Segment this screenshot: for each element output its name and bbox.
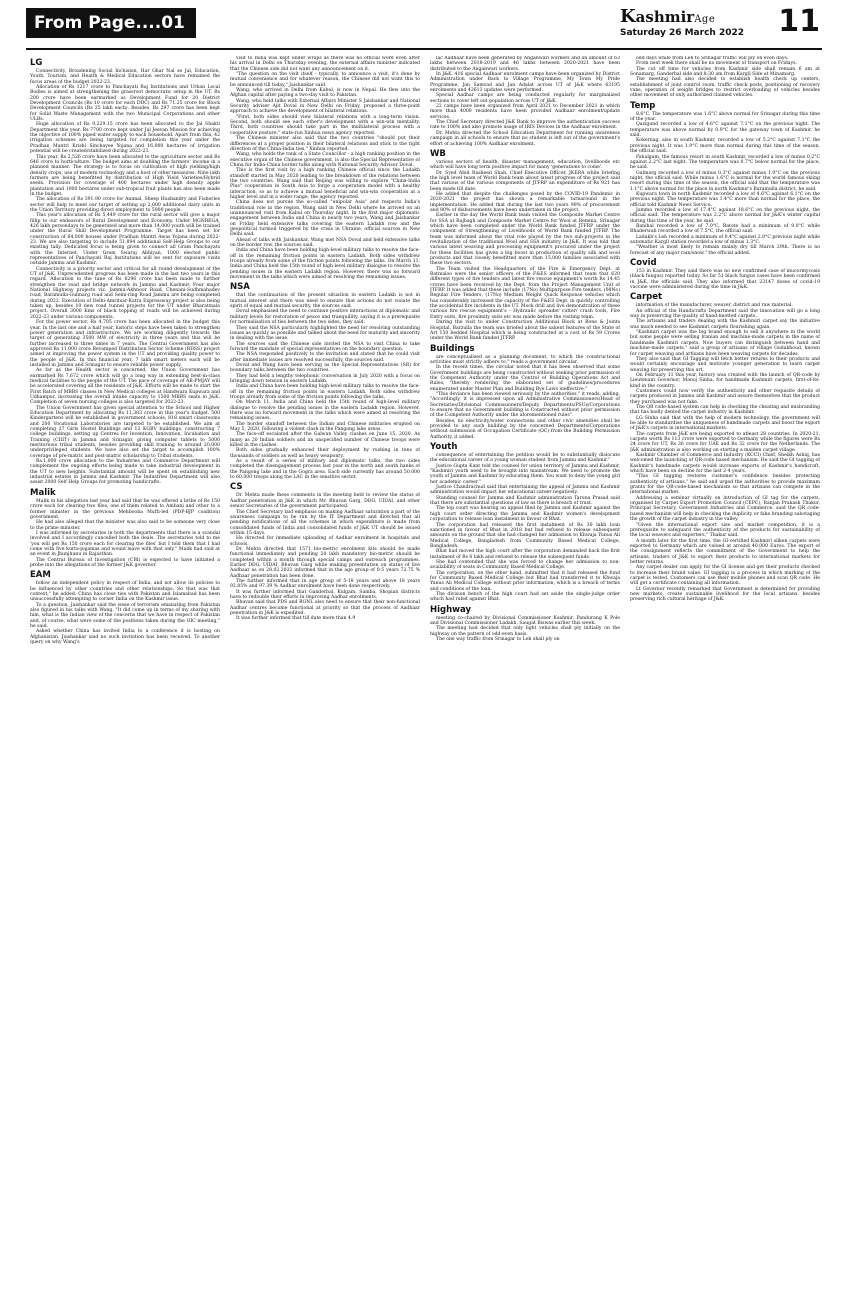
- story-paragraph: Both sides gradually enhanced their deployment by rushing in tens of thousands of soldiers as well as heavy weaponry.: [230, 448, 420, 459]
- story-heading: CS: [230, 482, 243, 493]
- story-paragraph: Allocation of Rs 1217 crore to Panchayati Raj Institutions and Urban Local Bodies is aimed at strengthening the grassroot democratic setup in the UT. Rs 200 crore have been earmarked as Development Fund for 20 District Development Councils (Rs 10 crore for each DDC) and Rs 71.25 crore for Block Development Councils (Rs 25 lakh each). Besides, Rs 297 crore has been kept for Solid Waste Management with the two Municipal Corporations and other ULBs.: [30, 85, 220, 123]
- story-paragraph: Rs.1,000 crore allocation to the Industries and Commerce Department will complement the ongoing efforts being made to take industrial development in the UT to new heights. Substantial amount will be spent on establishing new industrial estates in Jammu and Kashmir. The Industries Department will also assist 2000 Self Help Groups for promoting handicrafts.: [30, 459, 220, 486]
- story-paragraph: China does not pursue the so-called "unipolar Asia" and respects India's traditional role in the region, Wang said in New Delhi where he arrived on an unannounced visit from Kabul on Thursday night. In the first major diplomatic engagement between India and China in nearly two years, Wang and Jaishankar on Friday held extensive talks covering the eastern Ladakh row and the geopolitical turmoil triggered by the crisis in Ukraine, official sources in New Delhi said.: [230, 200, 420, 238]
- story-paragraph: Ahead of talks with Jaishankar, Wang met NSA Doval and held extensive talks on the border row, the sources said.: [230, 237, 420, 249]
- story-paragraph: The cut off time for vehicles from Kashmir side shall remain 6 am at Sonamarg, Ganderbal side and 8:30 am from Kargil Side at Minamarg.: [630, 66, 820, 78]
- story-paragraph: Wang, who arrived in Delhi from Kabul, is now in Nepal. He flew into the Afghan capital after paying a two-day visit to Pakistan.: [230, 88, 420, 99]
- story-paragraph: odd days while from Leh to Srinagar traffic will ply on even days.: [636, 56, 789, 61]
- story-paragraph: The artisans and traders dealing with the Kashmiri carpet say the initiative was much needed to see Kashmiri carpets flourishing again.: [630, 319, 820, 330]
- newspaper-logo: [620, 6, 715, 27]
- story-paragraph: The face-off escalated after the Galwan Valley clashes on June 15, 2020. As many as 20 Indian soldiers and an unspecified number of Chinese troops were killed in the clashes.: [230, 432, 420, 449]
- story-paragraph: As far as the Health sector is concerned, the Union Government has earmarked Rs 7,672 crore which will go a long way in extending best-in-class medical facilities to the people of the UT. The pace of coverage of AB-PMJAY will be accelerated covering all the residents of J&K. Efforts will be made to start the First Batch of MBBS classes in New Medical colleges at Handwara Kupwara and Udhampur, increasing the overall intake capacity to 1500 MBBS seats in J&K. Completion of seven nursing colleges is also targeted for 2022-23.: [30, 368, 220, 406]
- story-paragraph: During the visit to under Construction Additional Block at Bone & Joints Hospital, Barzulla the team was briefed about the salient features of the State of Art 150 bedded Hospital which is being constructed at a cost of Rs 59 Crores under the World Bank funded JTFRP.: [430, 320, 620, 342]
- story-paragraph: This year's allocation of Rs 5,449 crore for the rural sector will give a major fillip to our endeavors of Rural Development and Economy. Under MGNREGA, 426 lakh persondays to be generated and more than 14,000 youth will be trained under the Rural Skill Development Programme. Target has been set for construction of 64,000 houses under Pradhan Mantri Awas Yojana during 2022-23. We are also targeting to include 51,894 additional Self-Help Groups to our existing tally. Dedicated focus is being given to connect all Gram Panchayats with the Internet. Under Gram Swaraj Abhiyan, 1000 elected public representatives of Panchayati Raj Institutions will be sent for exposure visits outside Jammu and Kashmir.: [30, 213, 220, 267]
- story-paragraph: The Team visited the Headquarters of the Fire & Emergency Dept. at Batmaloo were the senior officers of the F&ES informed that team that 620 different types of fire tenders and latest fire rescue equipment's worth Rs 14.45 crores have been received by the Dept. from the Project Management Unit of JTFRP. It was added that these include (17No) Multipurpose Fire tenders, (08No) Regular Fire Tenders, (17No) Medium Weight Quick Response vehicles which has considerably increased the capacity of the F&ES Dept. in quickly controlling the accidental fire incidents in the UT. Mock drill and live demonstration of these various fire rescue equipment's - Hydraulic spreader cutter/ crash tools, Fire Entry suits, fire proximity suits etc was made before the visiting team.: [430, 266, 620, 320]
- story-paragraph: Kupwara town in north Kashmir recorded a low of 4.6°C against 6.1°C on the previous night. The temperature was 1.4°C more than normal for the place, the official told Kashmir News Service.: [630, 191, 820, 208]
- story-paragraph: 22 camps have been organized from April 2021 to December 2021 in which more than 4000 residents have been provided Aadhaar enrolment/update services.: [430, 104, 620, 120]
- story-paragraph: The meeting had also decided to establish health check up centers, establishment of joint control room, traffic check posts, positioning of recovery vans, operation of weight bridges to restrict overloading of vehicles besides other movement of only authorized claimed vehicles.: [630, 77, 820, 99]
- story-paragraph: Customers could now verify the authenticity and other requisite details of carpets produced in Jammu and Kashmir and assure themselves that the product they purchased was not fake.: [630, 388, 820, 405]
- story-heading: Covid: [630, 258, 657, 269]
- story-paragraph: Wang, who holds the rank of a State Councillor - a high ranking position in the executive organ of the Chinese government, is also the Special Representative of China for India-China border talks along with National Security Advisor Doval.: [230, 152, 420, 168]
- story-heading: NSA: [230, 282, 250, 293]
- story-paragraph: Any carpet dealer can apply for the GI license and get their products checked to increase their brand value. GI tagging is a process in which marking of the carpet is tested. Customers can use their mobile phones and scan QR code. He will get a certificate containing all information.: [630, 565, 820, 587]
- story-paragraph: It was further informed that till date more than 4.9: [236, 616, 356, 622]
- story-paragraph: "Weather is most likely to remain mainly dry till March 29th. There is no forecast of any major rain/snow," the official added.: [630, 245, 820, 256]
- story-paragraph: The corporation, on the other hand, submitted that it had released the fund for Community Based Medical College but Bhat had transferred it to Khwaja Yunus Ali Medical College without prior information, which is a breach of terms and conditions of the loan.: [430, 570, 620, 592]
- story-paragraph: An official of the Handicrafts Department said the innovation will go a long way in preserving the quality of hand-knotted carpets.: [630, 308, 820, 320]
- story-paragraph: The Central Bureau of Investigation (CBI) is expected to have initiated a probe into the allegations of the former J&K governor.: [30, 557, 220, 568]
- story-paragraph: He added that despite the challenges posed by the COVID-19 Pandemic in 2020-2021 the project has shown a remarkable turnaround in the implementation. He added that during the last two years 90% of procurement and 80% of disbursements have been undertaken in the project.: [430, 191, 620, 213]
- story-paragraph: that the continuation of the present situation in eastern Ladakh is not in mutual interest and there was need to ensure that actions do not violate the spirit of equal and mutual security, the sources said.: [230, 293, 420, 310]
- story-paragraph: To a question, Jaishankar said the issue of terrorism emanating from Pakistan also figured in his talks with Wang. "It did come up in terms of my sharing with him, what is the Indian view of the concerns that we have in respect of Pakistan and, of course, what were some of the positions taken during the OIC meeting," he said.: [30, 602, 220, 630]
- story-paragraph: are conceptualized as a planning document, to which the constructional activities must strictly adhere to," reads a government circular.: [430, 354, 620, 365]
- story-paragraph: "The question on the visit itself - typically, to announce a visit, it's done by mutual convenience and for whatever reason, the Chinese did not want this to be announced till today," Jaishankar said.: [230, 72, 420, 88]
- story-heading: Buildings: [430, 343, 475, 354]
- story-paragraph: The QR code-based system can help in checking the cheating and misbranding that has badly dented the carpet industry in Kashmir.: [630, 404, 820, 416]
- story-paragraph: The Chief Secretary laid emphasis on making Aadhaar saturation a part of the awareness campaign to be run by the IT Department and directed that all pending notifications of all the schemes in which expenditure is made from consolidated funds of India and consolidated funds of J&K UT should be issued within 15 days.: [230, 509, 420, 536]
- story-paragraph: Ladakh's Leh recorded a minimum of 0.4°C against 2.0°C previous night while automatic Kargil station recorded a low of minus 1.3°C.: [630, 234, 820, 245]
- story-paragraph: visit to India was kept under wraps as there was no official word even after his arrival in Delhi on Thursday evening, the external affairs minister indicated that the Chinese side did not want any announcement on it.: [230, 56, 420, 72]
- story-paragraph: "First, both sides should view bilateral relations with a long-term vision. Second, both should see each other's development with a win-win mentality. Third, both countries should take part in the multilateral process with a cooperative posture," state-run Xinhua news agency reported.: [230, 114, 420, 136]
- story-paragraph: Asked whether China has invited India to a conference it is hosting on Afghanistan, Jaishankar said no such invitation has been received. To another query on why Wang's: [30, 629, 220, 646]
- story-paragraph: Kashmir Chamber of Commerce and Industry (KCCI) Chief, Sheikh Ashiq, has welcomed the launching of QR-code based mechanism. He said the GI tagging of Kashmir's handmade carpets would increase exports of Kashmir's handicraft, which have been on decline for the last 2-4 years.: [630, 453, 820, 475]
- story-paragraph: In the recent times, the circular noted that it has been observed that some Government buildings are being constructed without seeking prior permission of the Competent Authority under the Control of Building Operations Act and Rules, "thereby rendering the elaborated set of guidelines/procedures enumerated under Master Plan and Building Bye Laws ineffective.": [430, 365, 620, 392]
- section-banner: From Page....01: [26, 8, 196, 38]
- story-paragraph: Connectivity is a priority sector and critical for all round development of the UT of J&K. Unprecedented progress has been made in the last two years in this regard. Allocation to the tune of Rs 6296 crore has been made to further strengthen the road and bridge network in Jammu and Kashmir. Four major National Highway projects viz. Jammu-Akhnoor Road, Chenani-Sudhmahadev road, Baramulla-Gulmarg road and Semi-ring Road Jammu are being completed during 2022. Execution of Delhi-Amritsar-Katra Expressway project is also being taken up, besides 10 new road tunnel projects for the UT under Bharatmala project. Overall 3000 Kms of black topping of roads will be achieved during 2022-23 under various components.: [30, 266, 220, 320]
- story-paragraph: Lt Governor recently remarked that Government is determined for providing new markets, create sustainable livelihood for the local artisans, besides preserving rich cultural heritage of J&K.: [630, 586, 820, 603]
- story-paragraph: The allocation of Rs 391.90 crore for Animal, Sheep Husbandry and Fisheries sector will help to meet our target of setting up 2,000 additional dairy units in the Union Territory providing direct employment to 5000 people.: [30, 197, 220, 213]
- story-paragraph: Kokernag, also in south Kashmir, recorded a low of 5.2°C against 7.1°C the previous night. It was 1.9°C more than normal during this time of the season, the official said.: [630, 138, 820, 155]
- story-paragraph: The further informed that in age group of 5-18 years and above 18 years 92.85% and 97.39 % Aadhar enrolment have been done respectively.: [230, 578, 420, 590]
- story-paragraph: The division bench of the high court had set aside the single-judge order which had ruled against Bhat.: [430, 591, 620, 603]
- story-paragraph: Justice Chandrachud said that entertaining the appeal of Jammu and Kashmir administration would impact her educational career negatively.: [430, 485, 620, 496]
- story-paragraph: lac Aadhaar have been generated by Anganwari workers and an amount of 63 lakhs between 2018-2019 and 46 lakhs between 2020-2021 have been distributed to the Anganwari workers.: [430, 56, 620, 72]
- story-paragraph: 153 in Kashmir. They said there was no new confirmed case of mucormycosis (black fungus) reported today. So far 51 black fungus cases have been confirmed in J&K, the officials said. They also informed that 23147 doses of covid-19 vaccine were administered during the time in J&K.: [630, 269, 820, 291]
- story-heading: WB: [430, 148, 446, 159]
- story-heading: Malik: [30, 487, 56, 498]
- story-paragraph: Huge allocation of Rs 9,229.15 crore has been allocated to the Jal Shakti Department this year. Rs 7700 crore kept under Jal Jeevan Mission for achieving the objective of 100% piped water supply to each household. Apart from this, 42 irrigation schemes are being targeted for completion this year under the Pradhan Mantri Krishi Sinchayee Yojana and 16,000 hectares of irrigation potential will be created/stabilized during 2022-23.: [30, 122, 220, 155]
- story-paragraph: Malik in his allegation last year had said that he was offered a bribe of Rs 150 crore each for clearing two files, one of them related to Ambani and other to a former minister in the previous Mehbooba Mufti-led (PDP-BJP coalition) government.: [30, 498, 220, 520]
- story-paragraph: Dr. Mehta directed the School Education Department for running awareness campaign in all schools to ensure that no student is left out of the government's effort of achieving 100% Aadhaar enrolment.: [430, 130, 620, 147]
- story-paragraph: Jammu recorded a low of 17.4°C against 18.6°C on the previous night, the official said. The temperature was 2.2°C above normal for J&K's winter capital during this time of the year, he said.: [630, 207, 820, 224]
- story-paragraph: "Given the international export size and market competition, it is a prerequisite to safeguard the authenticity of the products for sustainability of the local weavers and exporters," Thakur said.: [630, 522, 820, 539]
- story-paragraph: various sectors of health, disaster management, education, livelihoods etc which will have long term positive impact for many 'generations to come'.: [430, 159, 620, 171]
- logo-age: Age: [694, 14, 716, 25]
- article-columns: [30, 56, 820, 1284]
- story-paragraph: Gulmarg recorded a low of minus 0.3°C against minus 1.0°C on the previous night, the official said. While minus 1.6°C is normal for the world famous skiing resort during this time of the season, the official said that the temperature was 1.1°C above normal for the place in north Kashmir's Baramulla district, he said.: [630, 170, 820, 192]
- story-paragraph: Connectivity, Broadening Social Inclusion, Har Ghar Nal se Jal, Education, Youth, Tourism, and Health & Medical Education sectors have remained the focus areas of the budget 2022-23.: [30, 69, 220, 85]
- story-heading: Temp: [630, 100, 656, 111]
- story-paragraph: For the power sector, Rs 4,705 crore has been allocated in the budget this year. In the last one and a half year, historic steps have been taken to strengthen power generation and infrastructure. We are working diligently towards the target of generating 3500 MW of electricity in three years and this will be further increased to three times in 7 years. The Central Government has also approved Rs 11,000 crore Revamped Distribution Sector Scheme (RDSS) project aimed at improving the power system in the UT and providing quality power to the people of J&K. In this financial year, 7 lakh smart meters each will be installed in Jammu and Srinagar to ensure reliable power supply.: [30, 320, 220, 368]
- story-paragraph: Justice Gupta Kant told the counsel for union territory of Jammu and Kashmir, "Kashmiri youth need to be brought into mainstream. We need to promote the youth of Jammu and Kashmir by educating them. You want to deny the young girl her academic career.": [430, 463, 620, 485]
- story-paragraph: The corporation had released the first instalment of Rs 30 lakh loan sanctioned in favour of Bhat in 2018 but had refused to release subsequent amounts on the ground that she had changed her admission to Khwaja Yunus Ali Medical College, Bangladesh from Community Based Medical College, Bangladesh.: [430, 522, 620, 549]
- news-column-4: [630, 56, 820, 1284]
- story-paragraph: Standing counsel for Jammu and Kashmir administration Taruna Prasad said that there are substantial questions of law as there is breach of trust.: [430, 495, 620, 507]
- story-paragraph: Special Aadhar camps are being conducted regularly for marginalized sections to cover left out population across UT of J&K.: [430, 93, 620, 104]
- story-paragraph: India and China have been holding high-level military talks to resolve the face-off in the remaining friction points in eastern Ladakh. Both sides withdrew troops already from some of the friction points following the talks.: [230, 384, 420, 400]
- story-paragraph: In J&K, 416 special Aadhaar enrolment camps have been organized by District Administration under Back to Village Programme, My Town My Pride Programme, Jan Samvad and Jan Adalat across UT of J&K where 63195 enrolments and 42613 updates were performed.: [430, 72, 620, 94]
- story-heading: Youth: [430, 442, 458, 453]
- story-paragraph: Wang, who held talks with External Affairs Minister S Jaishankar and National Security adviser Ajit Doval in New Delhi on Friday, proposed a three-point approach to achieve the development of bilateral relations.: [230, 98, 420, 115]
- story-paragraph: Pahalgam, the famous resort in south Kashmir, recorded a low of minus 0.2°C against 2.2°C last night. The temperature was 0.7°C below normal for the place, he said.: [630, 154, 820, 171]
- story-paragraph: A month later for the first time, the GI-certified Kashmiri silken carpets were exported to Germany which are valued at around 40,000 Euros. The export of the consignment reflects the commitment of the Government to help the artisans, traders of J&K to export their products to international markets for better returns.: [630, 538, 820, 565]
- story-paragraph: The Chief Secretary directed J&K Bank to improve the authentication success rate to 100% and also promote usage of IRIS Devices in the Aadhaar enrolment.: [430, 120, 620, 131]
- story-paragraph: It was further informed that Ganderbal, Kulgam, Samba, Shopian districts have to redouble their efforts in improving Aadhar enrolments.: [230, 589, 420, 600]
- logo-name: ashmir: [635, 8, 695, 26]
- logo-initial: K: [620, 6, 636, 27]
- story-paragraph: Bhuvan said that PDS and BGNL also need to ensure that their non-functional Aadhar centres become functional at priority so that the process of Aadhaar penetration in J&K is expedited.: [230, 600, 420, 617]
- story-paragraph: They also said that GI Tagging will fetch better returns to their products and would certainly encourage and motivate younger generation to learn carpet weaving for preserving this art.: [630, 356, 820, 373]
- story-paragraph: "Kashmiri carpet was the big brand enough to sell it anywhere in the world but some people were selling Iranian and machine-made carpets in the name of handmade Kashmiri carpets. Now buyers can distinguish between hand and machine-made carpets," said a group of artisans of village Gudakhoud, known for carpet weaving and artisans have been weaving carpets for decades.: [630, 330, 820, 357]
- story-paragraph: Bhat had moved the high court after the corporation demanded back the first instalment of Rs 6 lakh and refused to release the subsequent funds.: [430, 549, 620, 560]
- story-paragraph: As a result of a series of military and diplomatic talks, the two sides completed the disengagement process last year in the north and south banks of the Pangong lake and in the Gogra area. Each side currently has around 50,000 to 60,000 troops along the LAC in the sensitive sector.: [230, 459, 420, 481]
- story-paragraph: meeting co-chaired by Divisional Commissioner Kashmir, Pandurang K Pole and Divisional Commissioner Ladakh, Saugat Biswas earlier this week.: [430, 615, 620, 626]
- story-paragraph: On March 11, India and China held the 15th round of high-level military dialogue to resolve the pending issues in the eastern Ladakh region. However, there was no forward movement in the talks which were aimed at resolving the remaining issues.: [230, 400, 420, 422]
- story-paragraph: "This GI tagging restores customer's confidence besides protecting authenticity of artisans," he said and urged the authorities to provide maximum grants for the QR-code-based mechanism so that artisans can compete in the international market.: [630, 474, 820, 496]
- story-paragraph: This is the first visit by a high ranking Chinese official since the Ladakh standoff started in May 2020 leading to the breakdown of the relations between the two countries. Wang said that Beijing was willing to explore "China-India Plus" cooperation in South Asia to forge a cooperation model with a healthy interaction, so as to achieve a mutual beneficial and win-win cooperation at a higher level and in a wider range, the agency reported.: [230, 168, 420, 200]
- story-paragraph: On February 11 this year, history was created with the launch of QR-code by Lieutenant Governor, Manoj Sinha, for handmade Kashmiri carpets, first-of-its-kind in the country.: [630, 372, 820, 389]
- story-paragraph: Qazigund recorded a low of 4.6°C against 7.1°C on the previous night. The temperature was above normal by 0.9°C for the gateway town of Kashmir, he said.: [630, 122, 820, 139]
- news-column-2: [230, 56, 420, 1284]
- news-column-1: [30, 56, 220, 1284]
- story-paragraph: The carpets from J&K are being exported to atleast 28 countries. In 2020-21, carpets worth Rs 113 crore were exported to Germany while the figures were Rs 24 crore for UT, Rs 36 crore for UAE and Rs 32 crore for the Netherlands. The J&K administration is also working on starting a maiden carpet village.: [630, 431, 820, 453]
- story-paragraph: Dr. Mehta directed that 1571 bio-metric enrolment kits should be made functional immediately and pending 20 lakh mandatory bio-metric should be completed within a month through special camps and outreach programmes. Earlier DDG, UIDAI, Bhuvan Garg while making presentation on status of live Aadhaar as on 28.02.2022 informed that in the age group of 0-5 years 72.75 % Aadhaar penetration has been done.: [230, 546, 420, 579]
- page-number: 11: [778, 4, 820, 39]
- story-paragraph: The top court was hearing an appeal filed by Jammu and Kashmir against the high court order directing the Jammu and Kashmir women's development corporation to release loan instalment in favour of Bhat.: [430, 506, 620, 523]
- story-paragraph: She had contended that she was forced to change her admission to non-availability of seats in Community Based Medical College.: [430, 559, 620, 571]
- header-rule: [26, 48, 822, 50]
- story-paragraph: The Chinese minister also said that the two countries "should put their differences at a proper position in their bilateral relations and stick to the right direction of the China-India ties," Xinhua reported.: [230, 136, 420, 152]
- story-paragraph: The one way traffic from Srinagar to Leh shall ply on: [436, 637, 560, 643]
- story-paragraph: They had held a lengthy telephonic conversation in July 2020 with a focus on bringing down tension in eastern Ladakh.: [230, 373, 420, 384]
- story-paragraph: The meeting had decided that only light vehicles shall ply initially on the highway on the pattern of odd-even basis.: [430, 626, 620, 637]
- issue-date: Saturday 26 March 2022: [620, 28, 744, 38]
- story-paragraph: From next week there shall be no movement of transport on Fridays.: [636, 61, 797, 67]
- story-heading: EAM: [30, 570, 51, 581]
- story-paragraph: The NSA responded positively to the invitation and stated that he could visit after immediate issues are resolved successfully, the sources said.: [230, 352, 420, 363]
- story-paragraph: consequence of entertaining the petition would be to substantially dislocate the educational career of a young woman student from Jammu and Kashmir.": [430, 453, 620, 464]
- story-paragraph: The sources said the Chinese side invited the NSA to visit China to take forward the mandate of special representatives on the boundary question.: [230, 341, 420, 352]
- story-paragraph: "This deviance has been viewed seriously by the authorities," it reads, adding, "Accordingly, it is impressed upon all Administrative Commissioners/Head of Secretaries/Divisional Commissioners/Deputy Departments/PSUs/Corporations to ensure that no Government building is Constructed without prior permission of the Competent Authority under the aforementioned rules".: [430, 391, 620, 419]
- story-paragraph: The Union Government has given special attention to the School and Higher Education Department by allocating Rs 11,383 crore in this year's budget. 500 Kindergartens will be established in government schools; 818 smart classrooms and 200 Vocational Laboratories are targeted to be established. We aim at completing 27 Girls Hostel Buildings and 12 KGBV buildings, constructing 7 college buildings, setting up Centres for Invention, Innovation, Incubation and Training (CIIIT) in Jammu and Srinagar, giving computer tablets to 5000 meritorious tribal students, besides providing skill training to around 20,000 underprivileged students. We have also set the target to accomplish 100% coverage of pre-matric and post-matric scholarship to Tribal students.: [30, 405, 220, 459]
- story-paragraph: Banihal recorded a low of 7.0°C, Batote had a minimum of 9.0°C while Bhaderwah recorded a low of 7.5°C, the official said.: [630, 223, 820, 235]
- story-paragraph: follow an independent policy in respect of India, and not allow its policies to be influenced by other countries and other relationships. So that was that context," he added. China has close ties with Pakistan and Islamabad has been unsuccessfully attempting to corner India on the Kashmir issue.: [30, 581, 220, 603]
- story-paragraph: The border standoff between the Indian and Chinese militaries erupted on May 5, 2020, following a violent clash in the Pangong lake areas.: [230, 421, 420, 433]
- story-paragraph: Dr. Syed Abid Rasheed Shah, Chief Executive Officer, JKERA while briefing the high level team of World Bank team about latest progress of the project said that various of the various components of JTFRP an expenditure of Rs 921 has been made till date.: [430, 170, 620, 192]
- story-paragraph: I was informed by secretaries in both the departments that there is a scandal involved and I accordingly cancelled both the deals. The secretaries told to me 'you will get Rs 150 crore each for clearing the files' but I told them that I had come with five kurta-pajamas and would leave with that only," Malik had said at an event in Jhunjhunu in Rajasthan.: [30, 530, 220, 558]
- story-paragraph: Addressing a seminar virtually on introduction of GI tag for the carpets, organised by Carpet Export Promotion Council (CEPC), Ranjan Prakash Thakur, Principal Secretary, Government Industries and Commerce, said the QR code-based mechanism will help in checking the duplicity or fake branding sabotaging the growth of the carpet industry in the valley.: [630, 495, 820, 523]
- story-paragraph: 8.6°C. The temperature was 1.6°C above normal for Srinagar during this time of the year.: [630, 111, 820, 123]
- story-paragraph: LG Sinha said that with the help of modern technology, the government will be able to standardise the uniqueness of handmade carpets and boost the export of J&K's carpets in international markets.: [630, 415, 820, 432]
- story-heading: LG: [30, 58, 43, 68]
- story-paragraph: He directed for immediate uploading of Aadhar enrolment in hospitals and schools.: [230, 536, 420, 547]
- story-paragraph: They said the NSA particularly highlighted the need for resolving outstanding issues as quickly as possible and talked about the need for maturity and sincerity in dealing with the issue.: [230, 325, 420, 342]
- story-paragraph: Besides, no electricity/water connections and other civic amenities shall be provided to any such building by the concerned Departments/Corporations without submission of Occupation Certificate (OC) from the Building Permission Authority, it added.: [430, 418, 620, 440]
- news-column-3: [430, 56, 620, 1284]
- story-paragraph: Doval emphasised the need to continue positive interactions at diplomatic and military levels for restoration of peace and tranquillity, saying it is a prerequisite for normalisation of ties between the two sides, they said.: [230, 309, 420, 326]
- masthead: [620, 6, 820, 46]
- story-paragraph: India and China have been holding high-level military talks to resolve the face-off in the remaining friction points in eastern Ladakh. Both sides withdrew troops already from some of the friction points following the talks. On March 11, India and China held the 15th round of high-level military dialogue to resolve the pending issues in the eastern Ladakh region. However, there was no forward movement in the talks which were aimed at resolving the remaining issues.: [230, 248, 420, 281]
- story-paragraph: information of the manufacturer, weaver, district and raw material.: [636, 303, 793, 309]
- story-heading: Carpet: [630, 292, 663, 303]
- story-paragraph: Dr. Mehta made these comments in the meeting held to review the status of Aadhar penetration in J&K in which Mr. Bhuvan Garg, DDG, UIDAI, and other senior Secretaries of the government participated.: [230, 493, 420, 510]
- story-heading: Highway: [430, 604, 472, 615]
- story-paragraph: Doval and Wang have been serving as the Special Representatives (SR) for boundary talks between the two countries.: [230, 362, 420, 374]
- story-paragraph: Earlier in the day the World Bank team visited the Composite Market Centre for SSA at Rajbagh and Composite Market Centre for Wool at Bemina, Srinagar which have been completed under the World Bank funded JTFRP under the component of Strengthening of Livelihoods of World Bank funded JTFRP. The team was informed about the vital role played by the two sub-projects in the revitalization of the traditional Wool and SSA industry in J&K. It was told that various latest weaving and processing equipment's procured under the project for these facilities has given a big boost in production of quality silk and wool products and that closely benefitted more than 15,000 families associated with these two sectors.: [430, 213, 620, 267]
- story-paragraph: This year, Rs 2,526 crore have been allocated to the agriculture sector and Rs 646 crore to horticulture. The budget aims at doubling the farmers' income in a planned manner. The strategy is to focus on cultivation of high yielding/high density crops, use of modern technology and a host of other measures. Nine lakh farmers are being benefitted by distribution of High Yield Varieties/Hybrid seeds. Provision for coverage of 400 hectares under high density apple plantation and 1000 hectares under sub-tropical fruit plants has also been made in the budget.: [30, 154, 220, 197]
- story-paragraph: He had also alleged that the minister was also said to be someone very close to the prime minister.: [30, 520, 220, 531]
